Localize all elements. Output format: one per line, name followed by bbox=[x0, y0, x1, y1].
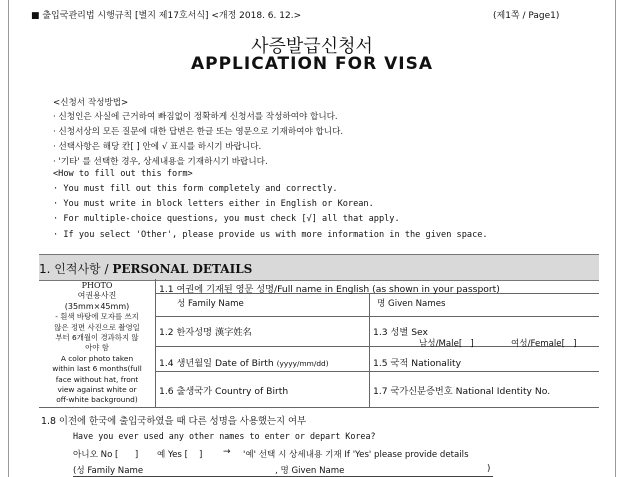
chinese-name-field[interactable]: 1.2 한자성명 漢字姓名 bbox=[159, 327, 252, 338]
photo-label: PHOTO bbox=[81, 281, 113, 290]
question-1-8-english: Have you ever used any other names to enter or depart Korea? bbox=[73, 431, 376, 441]
table-rule bbox=[369, 293, 370, 407]
form-title-korean: 사증발급신청서 bbox=[251, 36, 373, 57]
previous-given-name-field[interactable]: , 명 Given Name bbox=[275, 466, 345, 476]
photo-note: 부터 6개월이 경과하지 않 bbox=[55, 333, 139, 343]
sex-female-checkbox[interactable] bbox=[511, 337, 577, 349]
sex-male-checkbox[interactable] bbox=[419, 337, 474, 349]
application-form-page bbox=[8, 0, 616, 477]
table-rule bbox=[155, 279, 156, 407]
field-label-sex: 1.3 성별 Sex bbox=[373, 327, 428, 338]
date-of-birth-field[interactable] bbox=[159, 355, 329, 369]
instruction-en-item: · For multiple-choice questions, you must check [√] all that apply. bbox=[53, 214, 400, 224]
closing-paren: ) bbox=[487, 464, 491, 474]
table-rule bbox=[39, 407, 599, 408]
personal-details-table bbox=[39, 279, 599, 408]
country-of-birth-field[interactable]: 1.6 출생국가 Country of Birth bbox=[159, 386, 289, 397]
instruction-en-item: · If you select 'Other', please provide us with more information in the given space. bbox=[53, 230, 488, 240]
sex-male-label: 남성/Male[ bbox=[419, 339, 463, 349]
given-names-field[interactable]: 명 Given Names bbox=[377, 299, 446, 309]
no-label: 아니오 No [ bbox=[73, 450, 119, 460]
sex-female-label: 여성/Female[ bbox=[511, 339, 565, 349]
photo-note: - 흰색 바탕에 모자를 쓰지 bbox=[55, 312, 139, 322]
previous-names-no-checkbox[interactable] bbox=[73, 448, 138, 460]
section-title-personal-details bbox=[39, 260, 252, 277]
previous-names-yes-checkbox[interactable] bbox=[157, 448, 202, 460]
photo-label-korean: 여권용사진 bbox=[77, 291, 117, 301]
instructions-ko-heading: <신청서 작성방법> bbox=[53, 98, 129, 108]
section-title-english: PERSONAL DETAILS bbox=[112, 262, 253, 276]
form-title-english: APPLICATION FOR VISA bbox=[190, 54, 434, 74]
sex-female-close: ] bbox=[573, 339, 577, 349]
form-reference-header: ■ 출입국관리법 시행규칙 [별지 제17호서식] <개정 2018. 6. 12.> bbox=[31, 11, 302, 21]
details-instruction: '예' 선택 시 상세내용 기재 If 'Yes' please provide details bbox=[243, 450, 469, 460]
section-number: 1. 인적사항 / bbox=[39, 262, 113, 276]
instruction-ko-item: · 신청서상의 모든 질문에 대한 답변은 한글 또는 영문으로 기재하여야 합니다. bbox=[53, 127, 344, 137]
instruction-en-item: · You must fill out this form completely and correctly. bbox=[53, 184, 338, 194]
question-1-8-korean: 1.8 이전에 한국에 출입국하였을 때 다른 성명을 사용했는지 여부 bbox=[41, 416, 307, 427]
sex-male-close: ] bbox=[470, 339, 474, 349]
arrow-icon: → bbox=[223, 447, 231, 457]
dob-format-hint: (yyyy/mm/dd) bbox=[276, 359, 329, 368]
previous-family-name-field[interactable]: (성 Family Name bbox=[73, 466, 144, 476]
field-label-dob: 1.4 생년월일 Date of Birth bbox=[159, 358, 277, 369]
instructions-en-heading: <How to fill out this form> bbox=[53, 169, 193, 179]
yes-close: ] bbox=[198, 450, 203, 460]
family-name-field[interactable]: 성 Family Name bbox=[177, 299, 244, 309]
yes-label: 예 Yes [ bbox=[157, 450, 188, 460]
photo-note: off-white background) bbox=[56, 395, 138, 405]
nationality-field[interactable]: 1.5 국적 Nationality bbox=[373, 358, 462, 369]
photo-note: face without hat, front bbox=[55, 374, 139, 384]
table-rule bbox=[155, 316, 599, 317]
instruction-ko-item: · 선택사항은 해당 칸[ ] 안에 √ 표시를 하시기 바랍니다. bbox=[53, 142, 262, 152]
photo-box[interactable] bbox=[41, 281, 153, 406]
instruction-ko-item: · '기타' 를 선택한 경우, 상세내용을 기재하시기 바랍니다. bbox=[53, 157, 268, 167]
page-number: (제1쪽 / Page1) bbox=[493, 11, 560, 21]
instruction-ko-item: · 신청인은 사실에 근거하여 빠짐없이 정확하게 신청서를 작성하여야 합니다. bbox=[53, 112, 338, 122]
photo-note: 않은 정면 사진으로 촬영일 bbox=[54, 322, 140, 332]
photo-note: within last 6 months(full bbox=[52, 364, 142, 374]
photo-note: view against white or bbox=[57, 385, 137, 395]
photo-size: (35mm×45mm) bbox=[64, 301, 130, 311]
field-label-full-name: 1.1 여권에 기재된 영문 성명/Full name in English (as shown in your passport) bbox=[159, 284, 500, 295]
national-identity-no-field[interactable]: 1.7 국가신분증번호 National Identity No. bbox=[373, 386, 551, 397]
photo-note: A color photo taken bbox=[60, 353, 134, 363]
instruction-en-item: · You must write in block letters either in English or Korean. bbox=[53, 199, 374, 209]
photo-note: 아야 함 bbox=[85, 343, 109, 353]
table-rule bbox=[155, 371, 599, 372]
no-close: ] bbox=[134, 450, 139, 460]
